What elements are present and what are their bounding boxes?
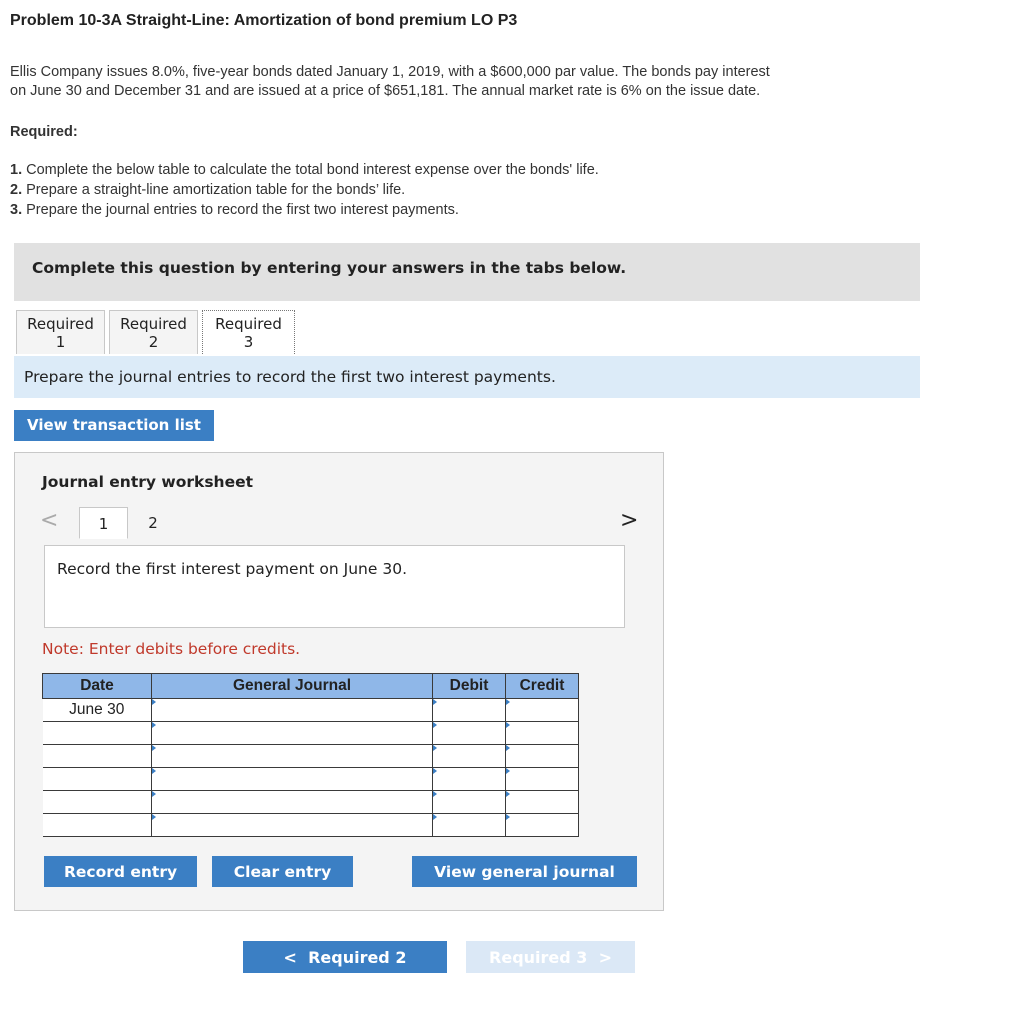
account-input[interactable]	[152, 699, 432, 721]
table-row	[43, 722, 579, 745]
table-row	[43, 768, 579, 791]
tab-number: 3	[243, 333, 254, 351]
credit-input[interactable]	[506, 814, 578, 836]
date-cell[interactable]	[43, 814, 152, 837]
account-cell[interactable]	[152, 699, 433, 722]
prev-entry-arrow-icon[interactable]: <	[40, 508, 59, 533]
account-input[interactable]	[152, 791, 432, 813]
banner-text: Complete this question by entering your answers in the tabs below.	[32, 259, 627, 277]
requirement-text: Complete the below table to calculate the total bond interest expense over the bonds' life.	[26, 162, 599, 178]
previous-required-2-button[interactable]	[243, 941, 447, 973]
clear-entry-button[interactable]: Clear entry	[212, 856, 353, 887]
debit-cell[interactable]	[433, 814, 506, 837]
previous-button-label: Required 2	[308, 947, 407, 967]
column-header-debit: Debit	[433, 674, 506, 699]
debit-input[interactable]	[433, 722, 505, 744]
account-input[interactable]	[152, 745, 432, 767]
entry-page-1[interactable]: 1	[79, 507, 128, 539]
debit-cell[interactable]	[433, 722, 506, 745]
account-input[interactable]	[152, 814, 432, 836]
record-entry-button[interactable]: Record entry	[44, 856, 197, 887]
chevron-left-icon: <	[283, 947, 297, 967]
account-cell[interactable]	[152, 722, 433, 745]
next-button-label: Required 3	[489, 947, 588, 967]
table-row	[43, 814, 579, 837]
table-row	[43, 745, 579, 768]
date-cell[interactable]: June 30	[43, 699, 152, 722]
credit-input[interactable]	[506, 722, 578, 744]
account-cell[interactable]	[152, 814, 433, 837]
problem-title: Problem 10-3A Straight-Line: Amortization of bond premium LO P3	[10, 12, 518, 29]
requirement-text: Prepare the journal entries to record the first two interest payments.	[26, 202, 459, 218]
table-row	[43, 791, 579, 814]
tab-instruction-bar	[14, 356, 920, 398]
column-header-credit: Credit	[506, 674, 579, 699]
account-cell[interactable]	[152, 791, 433, 814]
tab-label: Required	[27, 315, 94, 333]
tab-number: 1	[55, 333, 66, 351]
date-cell[interactable]	[43, 722, 152, 745]
required-heading: Required:	[10, 124, 78, 140]
account-cell[interactable]	[152, 768, 433, 791]
tab-instruction-text: Prepare the journal entries to record the first two interest payments.	[24, 368, 556, 386]
date-cell[interactable]	[43, 745, 152, 768]
instructions-banner	[14, 243, 920, 301]
general-journal-table	[42, 673, 579, 837]
next-required-3-button	[466, 941, 635, 973]
credit-cell[interactable]	[506, 768, 579, 791]
requirement-1	[10, 162, 599, 178]
tab-required-3[interactable]	[202, 310, 295, 354]
next-entry-arrow-icon[interactable]: >	[620, 508, 639, 533]
chevron-right-icon: >	[598, 947, 612, 967]
view-transaction-list-button[interactable]: View transaction list	[14, 410, 214, 441]
worksheet-title: Journal entry worksheet	[42, 473, 254, 491]
credit-input[interactable]	[506, 699, 578, 721]
credit-cell[interactable]	[506, 745, 579, 768]
tab-number: 2	[148, 333, 159, 351]
journal-header-row	[43, 674, 579, 699]
credit-cell[interactable]	[506, 791, 579, 814]
debit-cell[interactable]	[433, 745, 506, 768]
date-cell[interactable]	[43, 791, 152, 814]
table-row	[43, 699, 579, 722]
credit-input[interactable]	[506, 745, 578, 767]
debit-cell[interactable]	[433, 768, 506, 791]
tab-required-2[interactable]	[109, 310, 198, 354]
debit-input[interactable]	[433, 791, 505, 813]
debit-input[interactable]	[433, 768, 505, 790]
view-general-journal-button[interactable]: View general journal	[412, 856, 637, 887]
credit-cell[interactable]	[506, 722, 579, 745]
debit-credit-note: Note: Enter debits before credits.	[42, 640, 301, 658]
credit-input[interactable]	[506, 768, 578, 790]
problem-description-line-1: Ellis Company issues 8.0%, five-year bonds dated January 1, 2019, with a $600,000 par value. The bonds pay interest	[10, 64, 770, 80]
debit-input[interactable]	[433, 699, 505, 721]
debit-input[interactable]	[433, 814, 505, 836]
credit-cell[interactable]	[506, 814, 579, 837]
column-header-general-journal: General Journal	[152, 674, 433, 699]
credit-input[interactable]	[506, 791, 578, 813]
requirement-2	[10, 182, 405, 198]
requirement-number: 3.	[10, 202, 23, 218]
tab-label: Required	[120, 315, 187, 333]
debit-cell[interactable]	[433, 699, 506, 722]
date-cell[interactable]	[43, 768, 152, 791]
account-input[interactable]	[152, 768, 432, 790]
account-cell[interactable]	[152, 745, 433, 768]
entry-description-text: Record the first interest payment on June 30.	[57, 560, 407, 578]
requirement-number: 1.	[10, 162, 23, 178]
entry-description-box	[44, 545, 625, 628]
column-header-date: Date	[43, 674, 152, 699]
requirement-text: Prepare a straight-line amortization table for the bonds’ life.	[26, 182, 406, 198]
tab-label: Required	[215, 315, 282, 333]
problem-description-line-2: on June 30 and December 31 and are issued at a price of $651,181. The annual market rate is 6% on the issue date.	[10, 83, 761, 99]
debit-cell[interactable]	[433, 791, 506, 814]
requirement-3	[10, 202, 459, 218]
debit-input[interactable]	[433, 745, 505, 767]
account-input[interactable]	[152, 722, 432, 744]
requirement-number: 2.	[10, 182, 23, 198]
tab-required-1[interactable]	[16, 310, 105, 354]
credit-cell[interactable]	[506, 699, 579, 722]
entry-page-2[interactable]: 2	[148, 514, 158, 532]
